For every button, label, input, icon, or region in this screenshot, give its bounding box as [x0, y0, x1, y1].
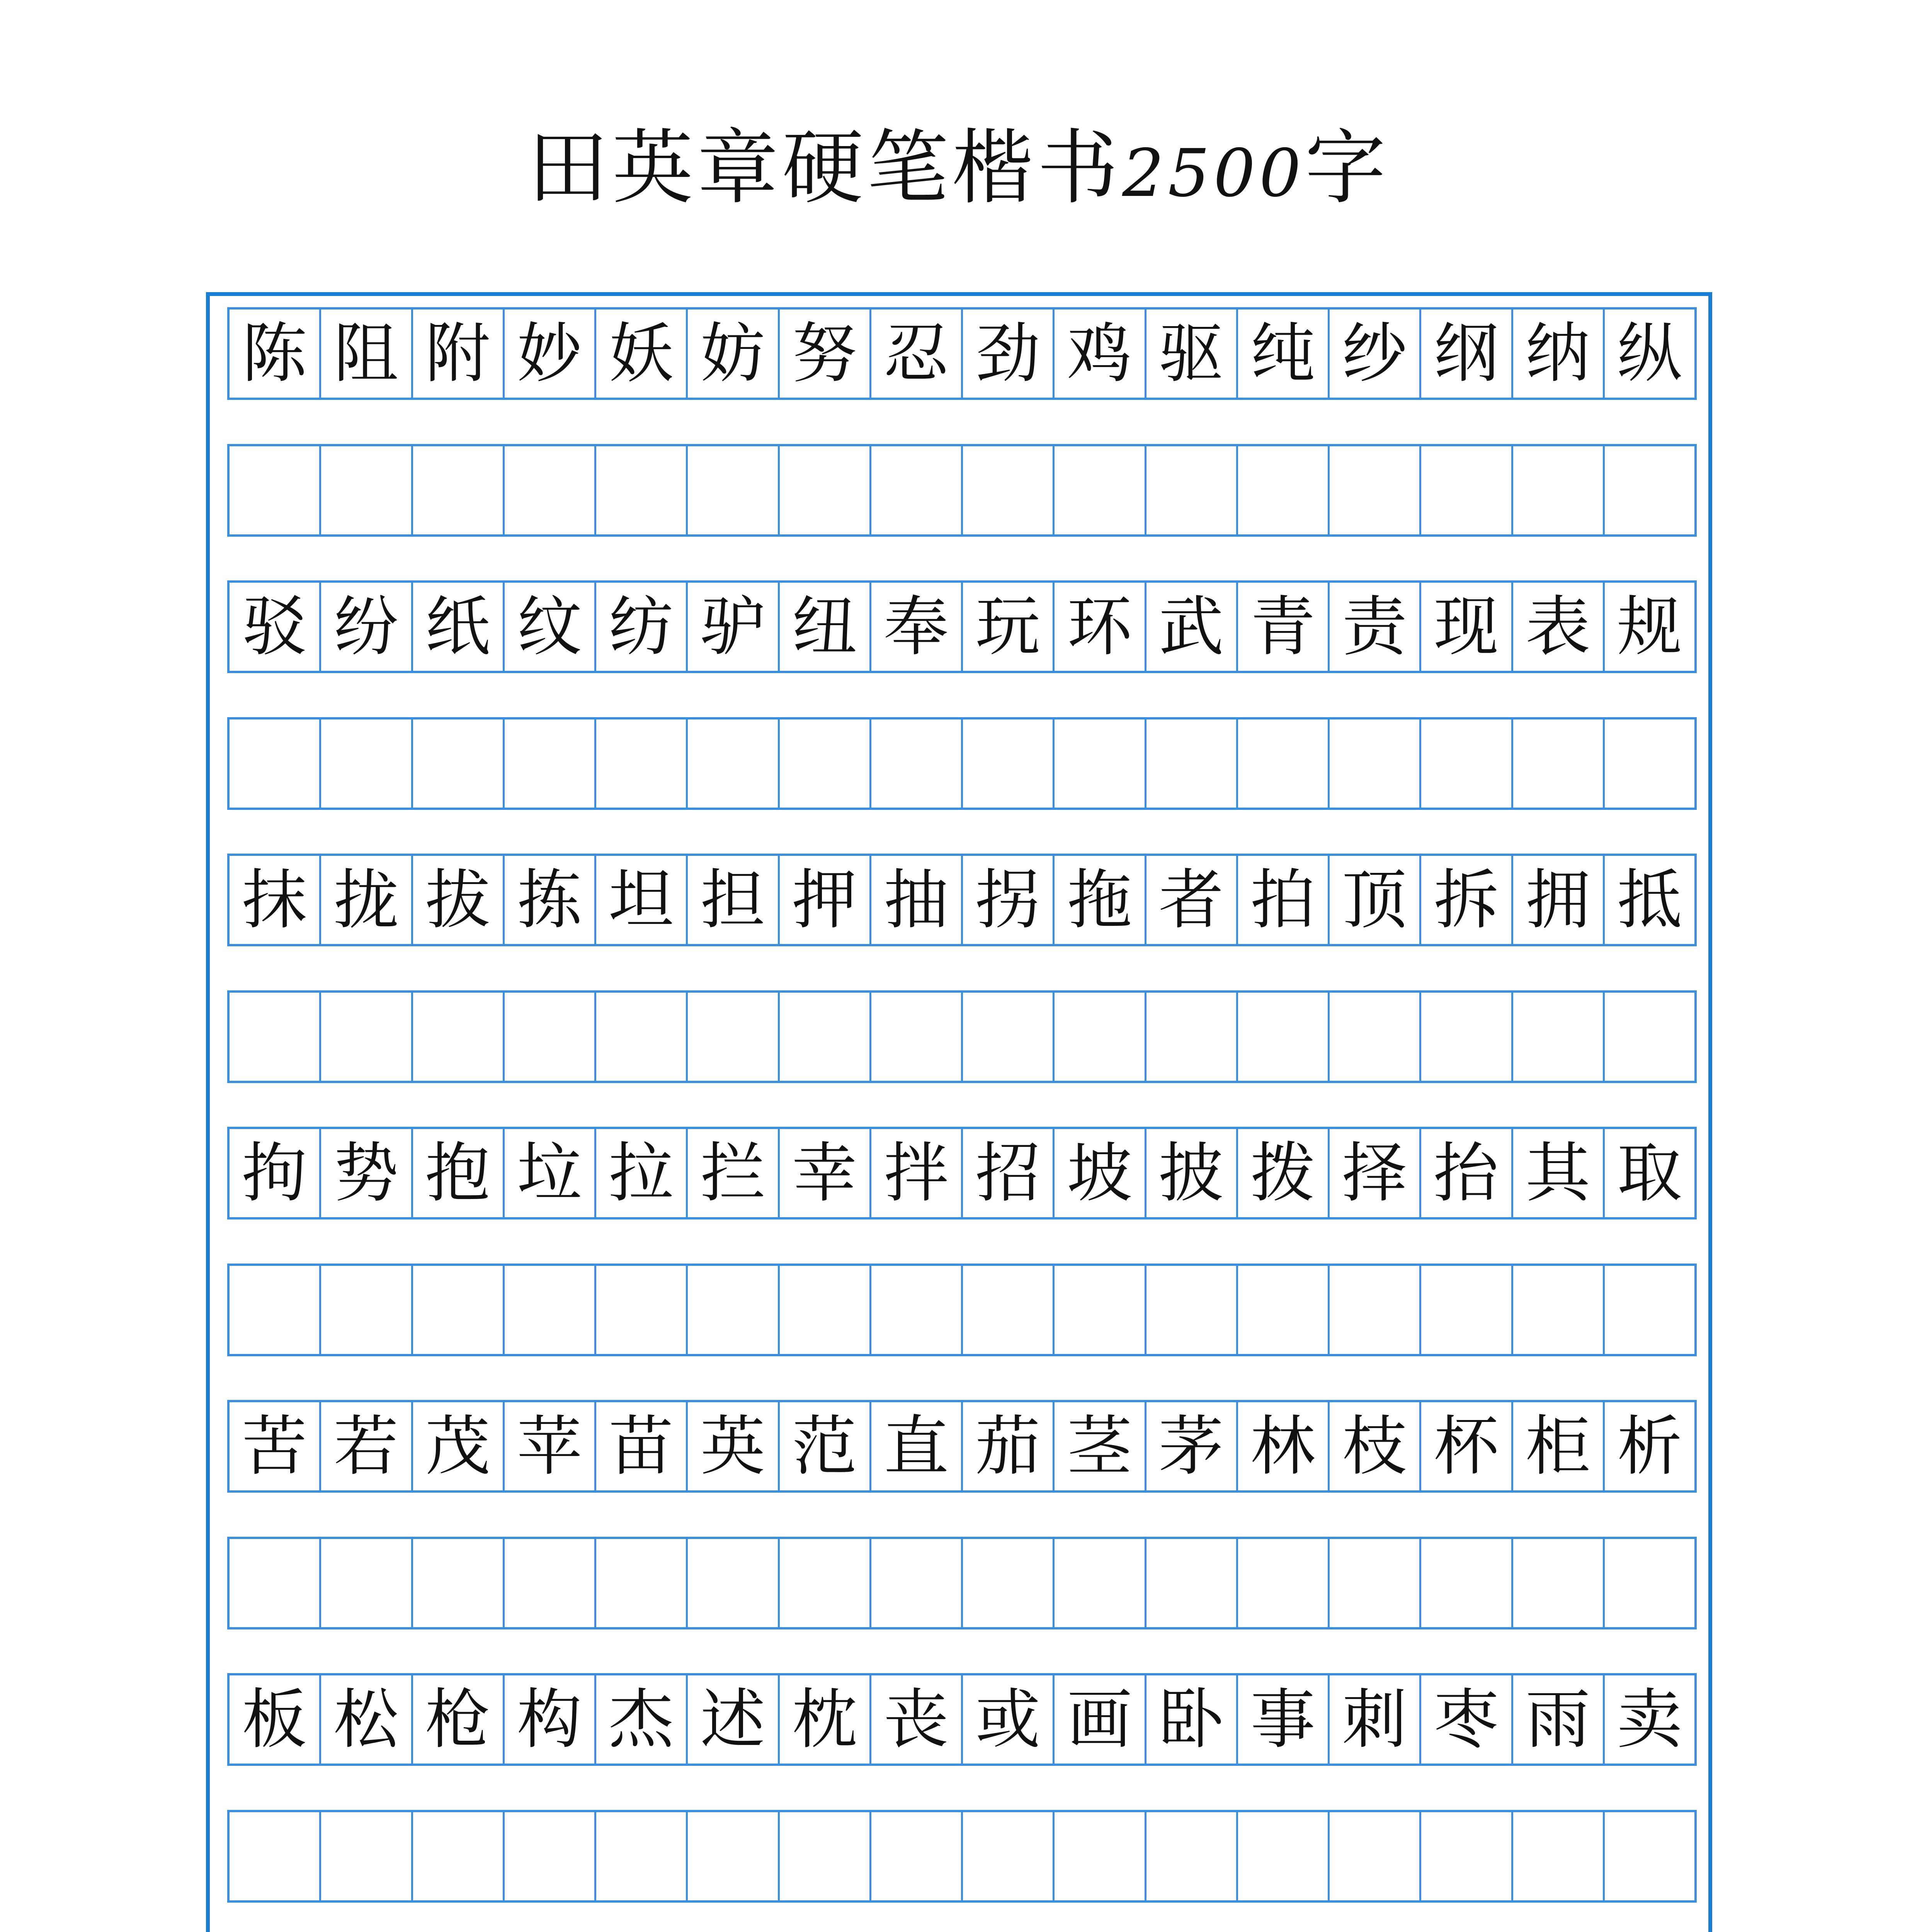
character-cell: 茅: [1146, 1402, 1238, 1490]
practice-cell: [1146, 1266, 1238, 1354]
practice-row: [227, 1264, 1697, 1356]
practice-cell: [1146, 446, 1238, 534]
character-cell: 抹: [230, 856, 321, 944]
practice-cell: [1055, 1812, 1146, 1900]
character-cell: 林: [1238, 1402, 1330, 1490]
practice-cell: [1238, 446, 1330, 534]
character-cell: 者: [1146, 856, 1238, 944]
character-cell: 苦: [230, 1402, 321, 1490]
character-cell: 责: [1330, 583, 1421, 671]
practice-cell: [596, 446, 688, 534]
practice-cell: [871, 1812, 963, 1900]
practice-cell: [321, 1266, 413, 1354]
practice-cell: [1238, 1539, 1330, 1627]
practice-cell: [321, 1812, 413, 1900]
character-cell: 枣: [1421, 1675, 1513, 1764]
practice-cell: [1605, 1266, 1694, 1354]
character-cell: 表: [1513, 583, 1605, 671]
character-row: [227, 1673, 1697, 1766]
character-cell: 拆: [1421, 856, 1513, 944]
character-cell: 武: [1146, 583, 1238, 671]
character-cell: 枝: [1330, 1402, 1421, 1490]
character-cell: 板: [230, 1675, 321, 1764]
character-cell: 茄: [963, 1402, 1055, 1490]
practice-cell: [505, 446, 596, 534]
practice-cell: [871, 446, 963, 534]
character-cell: 拨: [1238, 1129, 1330, 1217]
character-cell: 拣: [505, 856, 596, 944]
practice-cell: [1055, 446, 1146, 534]
character-cell: 鸡: [1055, 310, 1146, 398]
character-cell: 纲: [1421, 310, 1513, 398]
character-cell: 拘: [230, 1129, 321, 1217]
practice-cell: [780, 1812, 871, 1900]
practice-cell: [1605, 719, 1694, 808]
practice-cell: [688, 1539, 779, 1627]
character-cell: 松: [321, 1675, 413, 1764]
character-cell: 杯: [1421, 1402, 1513, 1490]
practice-cell: [688, 719, 779, 808]
practice-row: [227, 990, 1697, 1083]
practice-cell: [230, 446, 321, 534]
practice-cell: [1513, 993, 1605, 1081]
practice-cell: [1605, 1539, 1694, 1627]
practice-cell: [688, 446, 779, 534]
character-cell: 构: [505, 1675, 596, 1764]
practice-cell: [1605, 1812, 1694, 1900]
practice-cell: [1330, 446, 1421, 534]
practice-cell: [596, 993, 688, 1081]
practice-cell: [1238, 719, 1330, 808]
character-cell: 拐: [963, 856, 1055, 944]
practice-cell: [413, 993, 505, 1081]
character-cell: 苗: [596, 1402, 688, 1490]
character-cell: 抬: [1421, 1129, 1513, 1217]
practice-cell: [1146, 1539, 1238, 1627]
character-cell: 择: [1330, 1129, 1421, 1217]
practice-cell: [963, 1266, 1055, 1354]
character-cell: 杰: [596, 1675, 688, 1764]
practice-cell: [780, 1539, 871, 1627]
character-cell: 现: [1421, 583, 1513, 671]
practice-cell: [780, 719, 871, 808]
practice-cell: [505, 1266, 596, 1354]
character-cell: 雨: [1513, 1675, 1605, 1764]
character-cell: 担: [688, 856, 779, 944]
character-cell: 纵: [1617, 316, 1682, 391]
character-cell: 披: [1146, 1129, 1238, 1217]
character-cell: 枕: [780, 1675, 871, 1764]
character-cell: 妙: [505, 310, 596, 398]
character-cell: 若: [321, 1402, 413, 1490]
character-cell: 拢: [321, 856, 413, 944]
practice-cell: [1513, 446, 1605, 534]
character-cell: 纷: [321, 583, 413, 671]
practice-cell: [871, 993, 963, 1081]
character-cell: 玩: [963, 583, 1055, 671]
practice-cell: [1146, 1812, 1238, 1900]
character-cell: 直: [871, 1402, 963, 1490]
character-cell: 取: [1617, 1135, 1682, 1211]
character-cell: 势: [321, 1129, 413, 1217]
practice-cell: [963, 1539, 1055, 1627]
character-cell: 拍: [1238, 856, 1330, 944]
character-cell: 纹: [505, 583, 596, 671]
practice-cell: [1513, 719, 1605, 808]
practice-cell: [1605, 446, 1694, 534]
practice-cell: [230, 1812, 321, 1900]
practice-row: [227, 1537, 1697, 1629]
character-cell: 阻: [321, 310, 413, 398]
practice-cell: [321, 1539, 413, 1627]
character-cell: 劲: [963, 310, 1055, 398]
character-cell: 或: [963, 1675, 1055, 1764]
practice-cell: [1421, 446, 1513, 534]
practice-row: [227, 1810, 1697, 1903]
character-row: [227, 1127, 1697, 1219]
practice-row: [227, 444, 1697, 537]
page-title: [0, 121, 1917, 215]
character-row: [227, 854, 1697, 946]
practice-cell: [780, 446, 871, 534]
character-cell: 驳: [230, 583, 321, 671]
practice-cell: [688, 1266, 779, 1354]
character-cell: 规: [1617, 589, 1682, 665]
character-row: [227, 1400, 1697, 1493]
character-cell: 刺: [1330, 1675, 1421, 1764]
character-cell: 纯: [1238, 310, 1330, 398]
practice-cell: [505, 719, 596, 808]
practice-cell: [505, 1539, 596, 1627]
character-cell: 事: [1238, 1675, 1330, 1764]
practice-cell: [230, 1539, 321, 1627]
character-cell: 抵: [1617, 862, 1682, 938]
character-cell: 妨: [688, 310, 779, 398]
practice-cell: [413, 1539, 505, 1627]
character-cell: 陈: [230, 310, 321, 398]
character-cell: 纽: [780, 583, 871, 671]
practice-cell: [688, 1812, 779, 1900]
practice-cell: [1421, 719, 1513, 808]
character-cell: 纳: [1513, 310, 1605, 398]
character-cell: 拉: [596, 1129, 688, 1217]
character-cell: 拦: [688, 1129, 779, 1217]
character-cell: 枪: [413, 1675, 505, 1764]
character-cell: 拌: [871, 1129, 963, 1217]
character-cell: 范: [780, 1402, 871, 1490]
practice-cell: [596, 719, 688, 808]
practice-cell: [230, 993, 321, 1081]
character-cell: 附: [413, 310, 505, 398]
practice-cell: [1330, 1539, 1421, 1627]
practice-cell: [1238, 1266, 1330, 1354]
character-cell: 抽: [871, 856, 963, 944]
practice-cell: [1055, 1266, 1146, 1354]
character-cell: 抱: [413, 1129, 505, 1217]
character-cell: 拔: [413, 856, 505, 944]
practice-cell: [321, 446, 413, 534]
character-cell: 垃: [505, 1129, 596, 1217]
character-cell: 拖: [1055, 856, 1146, 944]
character-row: [227, 580, 1697, 673]
character-cell: 述: [688, 1675, 779, 1764]
character-cell: 环: [1055, 583, 1146, 671]
practice-cell: [321, 993, 413, 1081]
practice-cell: [688, 993, 779, 1081]
practice-cell: [1146, 719, 1238, 808]
practice-cell: [1330, 719, 1421, 808]
practice-cell: [1330, 1266, 1421, 1354]
character-cell: 卖: [1617, 1682, 1682, 1757]
character-cell: 驴: [688, 583, 779, 671]
practice-cell: [1238, 993, 1330, 1081]
character-cell: 其: [1513, 1129, 1605, 1217]
character-cell: 茎: [1055, 1402, 1146, 1490]
practice-cell: [780, 993, 871, 1081]
practice-cell: [780, 1266, 871, 1354]
practice-cell: [1055, 719, 1146, 808]
practice-cell: [230, 719, 321, 808]
practice-cell: [413, 1812, 505, 1900]
practice-cell: [871, 719, 963, 808]
title-suffix: 字: [1305, 121, 1390, 215]
practice-cell: [1421, 1539, 1513, 1627]
character-cell: 卧: [1146, 1675, 1238, 1764]
practice-cell: [596, 1266, 688, 1354]
character-cell: 努: [780, 310, 871, 398]
character-cell: 妖: [596, 310, 688, 398]
practice-cell: [1330, 1812, 1421, 1900]
character-cell: 丧: [871, 1675, 963, 1764]
practice-cell: [1513, 1812, 1605, 1900]
practice-cell: [321, 719, 413, 808]
practice-cell: [1146, 993, 1238, 1081]
practice-cell: [1330, 993, 1421, 1081]
character-cell: 顶: [1330, 856, 1421, 944]
character-row: [227, 307, 1697, 400]
character-cell: 英: [688, 1402, 779, 1490]
practice-cell: [413, 1266, 505, 1354]
practice-cell: [871, 1539, 963, 1627]
practice-cell: [963, 1812, 1055, 1900]
practice-cell: [1605, 993, 1694, 1081]
practice-cell: [1421, 1812, 1513, 1900]
practice-cell: [1055, 993, 1146, 1081]
practice-cell: [1238, 1812, 1330, 1900]
character-cell: 画: [1055, 1675, 1146, 1764]
character-cell: 坦: [596, 856, 688, 944]
character-cell: 青: [1238, 583, 1330, 671]
character-cell: 柜: [1513, 1402, 1605, 1490]
character-cell: 苹: [505, 1402, 596, 1490]
practice-cell: [596, 1812, 688, 1900]
character-cell: 拥: [1513, 856, 1605, 944]
practice-cell: [1513, 1539, 1605, 1627]
character-cell: 幸: [780, 1129, 871, 1217]
character-cell: 纸: [413, 583, 505, 671]
practice-cell: [871, 1266, 963, 1354]
practice-cell: [413, 719, 505, 808]
practice-cell: [1421, 993, 1513, 1081]
practice-cell: [1421, 1266, 1513, 1354]
practice-cell: [505, 1812, 596, 1900]
character-cell: 茂: [413, 1402, 505, 1490]
character-cell: 纺: [596, 583, 688, 671]
practice-cell: [1513, 1266, 1605, 1354]
character-cell: 招: [963, 1129, 1055, 1217]
practice-cell: [963, 993, 1055, 1081]
title-number: 2500: [1122, 135, 1305, 212]
practice-cell: [413, 446, 505, 534]
character-cell: 驱: [1146, 310, 1238, 398]
title-main: 田英章硬笔楷书: [527, 121, 1123, 215]
practice-row: [227, 717, 1697, 810]
character-cell: 坡: [1055, 1129, 1146, 1217]
practice-cell: [963, 719, 1055, 808]
character-cell: 忍: [871, 310, 963, 398]
practice-cell: [963, 446, 1055, 534]
practice-cell: [596, 1539, 688, 1627]
character-cell: 析: [1617, 1408, 1682, 1484]
character-cell: 押: [780, 856, 871, 944]
practice-cell: [1055, 1539, 1146, 1627]
practice-cell: [230, 1266, 321, 1354]
practice-cell: [505, 993, 596, 1081]
character-cell: 奉: [871, 583, 963, 671]
character-cell: 纱: [1330, 310, 1421, 398]
